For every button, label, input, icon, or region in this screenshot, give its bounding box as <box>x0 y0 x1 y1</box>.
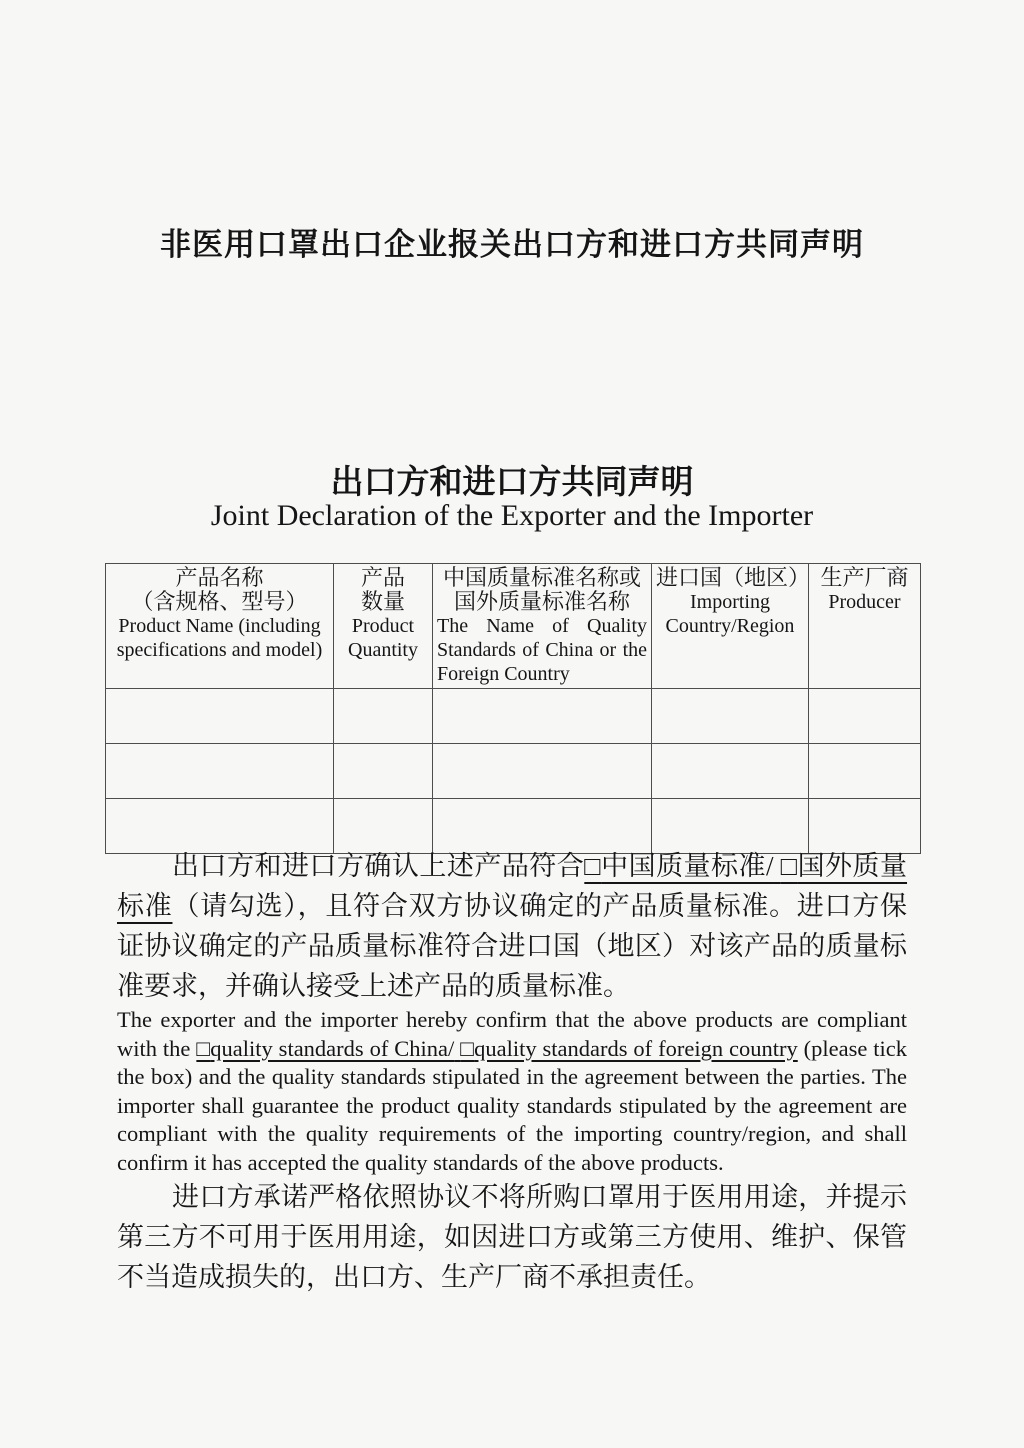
col-header-importing-country-zh1: 进口国（地区） <box>656 565 811 590</box>
option-china-standard-zh: 中国质量标准/ <box>601 851 774 881</box>
col-header-producer-zh1: 生产厂商 <box>820 565 909 590</box>
col-header-producer <box>809 564 921 689</box>
col-header-product-name-en: Product Name (including specifications and model) <box>116 615 323 661</box>
cell-product-quantity-row1[interactable] <box>334 689 433 744</box>
col-header-quality-standards-en: The Name of Quality Standards of China or the Foreign Country <box>437 615 647 685</box>
col-header-product-quantity <box>334 564 433 689</box>
checkbox-foreign-standard-zh[interactable]: □ <box>780 851 798 881</box>
table-row <box>106 744 921 799</box>
checkbox-china-standard-en[interactable]: □ <box>196 1035 211 1061</box>
standards-options-underlined-en <box>196 1036 797 1061</box>
table-header-row <box>106 564 921 689</box>
col-header-product-quantity-en: Product Quantity <box>348 615 418 661</box>
declaration-heading-zh: 出口方和进口方共同声明 <box>330 462 694 501</box>
confirmation-lead-en: The exporter and the importer hereby confirm that the above products are compliant with the <box>117 1007 907 1061</box>
confirmation-rest-zh: （请勾选），且符合双方协议确定的产品质量标准。进口方保证协议确定的产品质量标准符合进口国（地区）对该产品的质量标准要求，并确认接受上述产品的质量标准。 <box>117 891 908 1001</box>
paragraph-standards-confirmation-en <box>117 1006 907 1177</box>
cell-importing-country-row1[interactable] <box>652 689 809 744</box>
col-header-product-name-zh2: （含规格、型号） <box>131 589 308 614</box>
cell-quality-standards-row2[interactable] <box>433 744 652 799</box>
option-foreign-standard-en: quality standards of foreign country <box>474 1035 798 1061</box>
col-header-quality-standards <box>433 564 652 689</box>
cell-importing-country-row2[interactable] <box>652 744 809 799</box>
col-header-importing-country-en: Importing Country/Region <box>665 591 795 637</box>
col-header-product-quantity-zh2: 数量 <box>360 589 405 614</box>
cell-producer-row2[interactable] <box>809 744 921 799</box>
col-header-product-name-zh1: 产品名称 <box>175 565 264 590</box>
products-table <box>105 563 921 854</box>
table-row <box>106 689 921 744</box>
col-header-quality-standards-zh1: 中国质量标准名称或 <box>442 565 641 590</box>
col-header-importing-country <box>652 564 809 689</box>
checkbox-china-standard-zh[interactable]: □ <box>584 851 602 881</box>
body-text <box>117 846 907 1297</box>
declaration-heading-en: Joint Declaration of the Exporter and the Importer <box>210 499 814 532</box>
checkbox-foreign-standard-en[interactable]: □ <box>460 1035 475 1061</box>
option-foreign-standard-zh: 国外质量标准 <box>117 851 908 921</box>
paragraph-standards-confirmation-zh <box>117 846 907 1006</box>
col-header-producer-en: Producer <box>828 591 901 613</box>
confirmation-lead-zh: 出口方和进口方确认上述产品符合 <box>172 851 585 881</box>
paragraph-importer-commitment-zh: 进口方承诺严格依照协议不将所购口罩用于医用用途，并提示第三方不可用于医用用途，如因进口方或第三方使用、维护、保管不当造成损失的，出口方、生产厂商不承担责任。 <box>117 1182 907 1292</box>
col-header-product-quantity-zh1: 产品 <box>360 565 405 590</box>
col-header-product-name <box>106 564 334 689</box>
cell-product-name-row2[interactable] <box>106 744 334 799</box>
cell-producer-row1[interactable] <box>809 689 921 744</box>
document-title: 非医用口罩出口企业报关出口方和进口方共同声明 <box>160 227 864 263</box>
cell-product-name-row1[interactable] <box>106 689 334 744</box>
option-china-standard-en: quality standards of China/ <box>210 1035 455 1061</box>
col-header-quality-standards-zh2: 国外质量标准名称 <box>453 589 630 614</box>
cell-quality-standards-row1[interactable] <box>433 689 652 744</box>
confirmation-rest-en: (please tick the box) and the quality standards stipulated in the agreement between the parties. The importer shall guarantee the product quality standards stipulated by the agreement are compliant with the quality requirements of the importing country/region, and shall confirm it has accepted the quality standards of the above products. <box>117 1035 908 1175</box>
cell-product-quantity-row2[interactable] <box>334 744 433 799</box>
